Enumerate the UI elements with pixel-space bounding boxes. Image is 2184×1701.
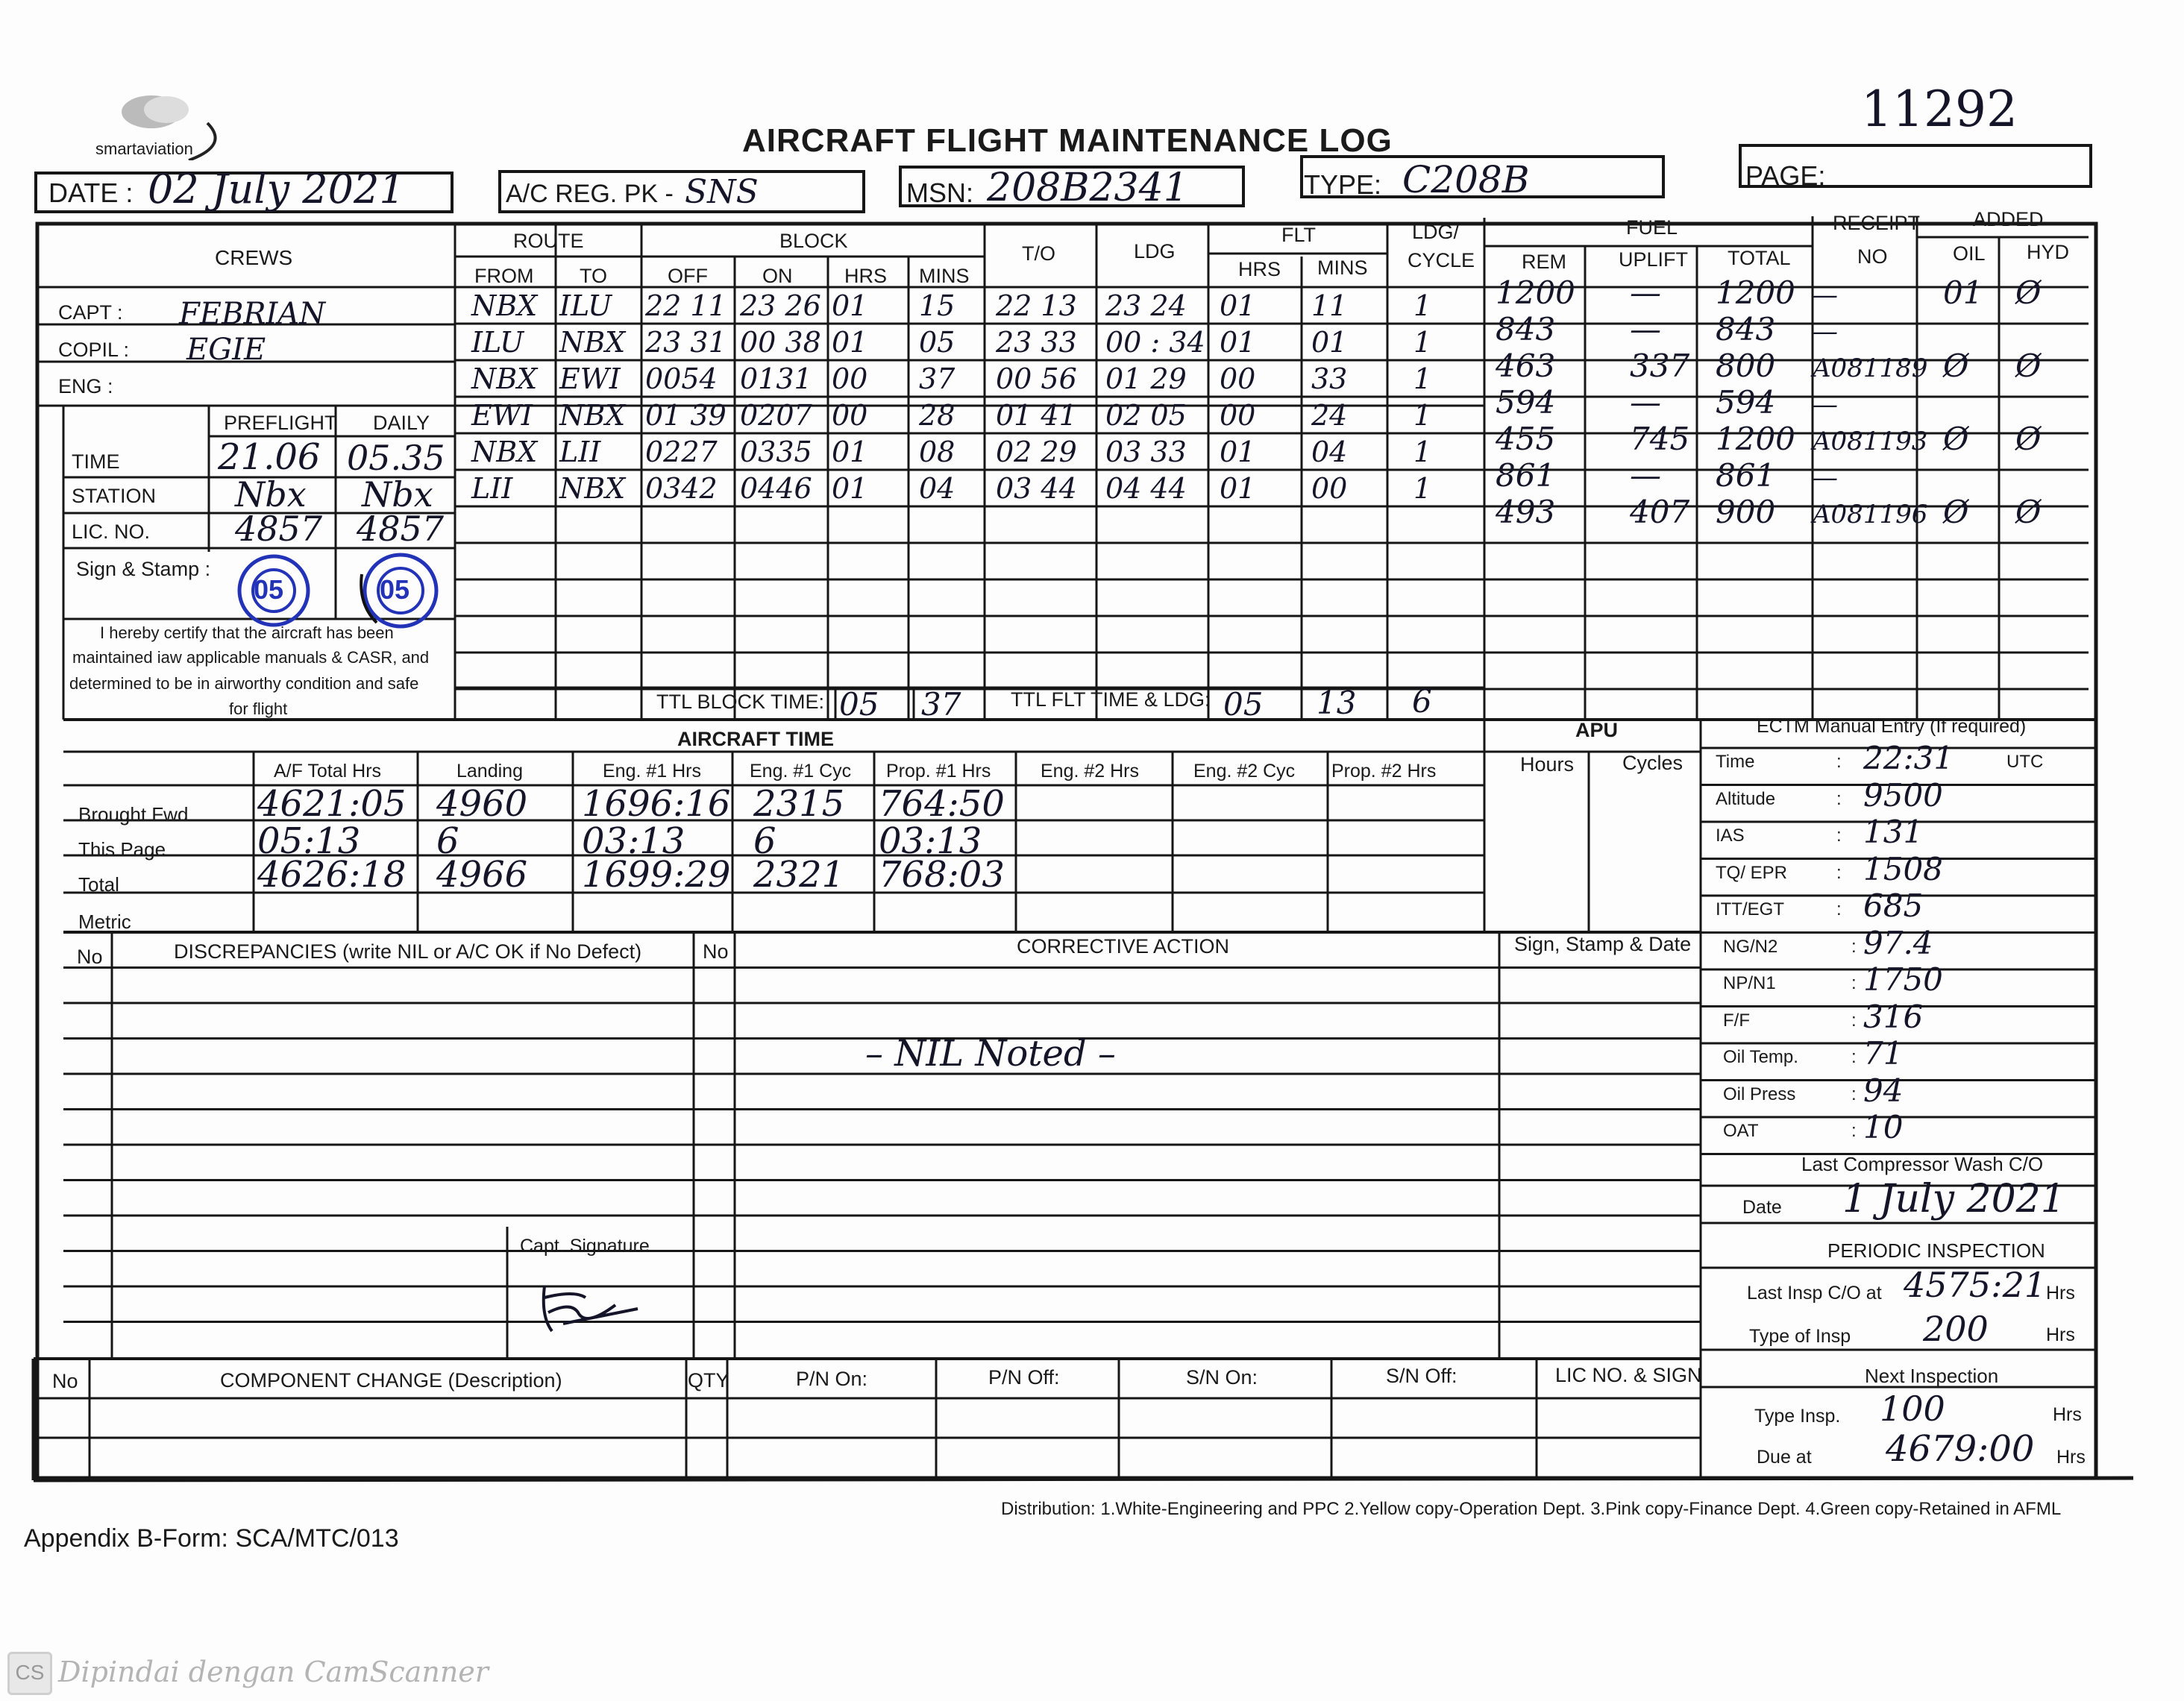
- af-total-hrs: 05:13: [257, 820, 361, 862]
- ttl-block-mins: 37: [921, 686, 961, 723]
- preflight-time: 21.06: [218, 436, 321, 478]
- landing-time: 01 29: [1105, 362, 1187, 395]
- ectm-label: OAT: [1723, 1121, 1759, 1141]
- copil-label: COPIL :: [58, 339, 130, 361]
- certify-line-3: determined to be in airworthy condition and safe: [69, 674, 419, 693]
- stamp-preflight: [233, 552, 315, 630]
- block-off: 23 31: [645, 326, 727, 359]
- ac-row-label: Total: [78, 873, 119, 896]
- flt-mins: 11: [1311, 289, 1348, 322]
- station-label: STATION: [72, 485, 156, 507]
- ttl-flt-mins: 13: [1317, 685, 1357, 721]
- reg-value: SNS: [685, 173, 759, 211]
- block-mins: 37: [919, 362, 956, 395]
- prop1-hrs: 764:50: [879, 783, 1005, 825]
- next-due-label: Due at: [1757, 1447, 1812, 1468]
- fuel-total: 1200: [1716, 274, 1795, 311]
- flt-hrs: 00: [1220, 399, 1256, 432]
- last-insp-hrs: Hrs: [2046, 1283, 2075, 1304]
- lic-sign-header: LIC NO. & SIGN: [1555, 1364, 1702, 1386]
- flt-hrs: 01: [1220, 472, 1256, 505]
- fuel-total: 900: [1716, 494, 1776, 530]
- ectm-label: NG/N2: [1723, 936, 1778, 957]
- route-to: NBX: [559, 399, 626, 432]
- from-header: FROM: [474, 265, 534, 287]
- form-number: Appendix B-Form: SCA/MTC/013: [24, 1524, 399, 1553]
- captain-signature: [522, 1268, 649, 1342]
- copil-name: EGIE: [186, 333, 266, 367]
- capt-name: FEBRIAN: [179, 297, 326, 331]
- oil-header: OIL: [1953, 242, 1986, 265]
- ldg-cycle: 1: [1413, 289, 1432, 322]
- block-mins: 05: [919, 326, 956, 359]
- receipt-no: A081196: [1813, 500, 1928, 529]
- block-hrs: 01: [832, 289, 868, 322]
- fuel-rem: 843: [1496, 311, 1556, 348]
- daily-lic: 4857: [357, 509, 445, 549]
- preflight-header: PREFLIGHT: [224, 412, 337, 434]
- route-to: EWI: [559, 362, 621, 395]
- ectm-colon: :: [1836, 826, 1842, 846]
- aircraft-time-title: AIRCRAFT TIME: [677, 728, 834, 750]
- route-to: NBX: [559, 472, 626, 505]
- ectm-value: 685: [1863, 887, 1924, 924]
- fuel-total: 800: [1716, 348, 1776, 384]
- ac-col-header: Prop. #2 Hrs: [1331, 761, 1437, 782]
- ttl-block-label: TTL BLOCK TIME:: [656, 691, 825, 713]
- landing-count: 4960: [436, 783, 528, 825]
- ectm-colon: :: [1851, 1010, 1857, 1031]
- receipt-header-1: RECEIPT: [1833, 212, 1921, 234]
- ectm-label: ITT/EGT: [1716, 899, 1784, 919]
- compressor-date-value: 1 July 2021: [1842, 1177, 2065, 1221]
- route-from: EWI: [471, 399, 533, 432]
- added-header: ADDED: [1973, 208, 2044, 230]
- eng1-hrs: 03:13: [582, 820, 685, 862]
- date-label: DATE :: [48, 177, 134, 208]
- stamp-number: 05: [254, 574, 284, 605]
- disc-header: DISCREPANCIES (write NIL or A/C OK if No Defect): [174, 940, 642, 963]
- comp-qty-header: QTY: [688, 1369, 729, 1392]
- ac-col-header: Eng. #2 Cyc: [1193, 761, 1296, 782]
- flt-mins: 01: [1311, 326, 1348, 359]
- takeoff-time: 03 44: [996, 472, 1077, 505]
- block-mins: 04: [919, 472, 956, 505]
- ac-col-header: Eng. #2 Hrs: [1041, 761, 1140, 782]
- comp-desc-header: COMPONENT CHANGE (Description): [220, 1369, 562, 1392]
- block-on: 0335: [740, 436, 812, 468]
- ectm-value: 316: [1863, 998, 1924, 1035]
- corrective-header: CORRECTIVE ACTION: [1017, 935, 1230, 958]
- ectm-value: 10: [1863, 1109, 1904, 1145]
- ectm-label: NP/N1: [1723, 973, 1776, 993]
- landing-time: 23 24: [1105, 289, 1187, 322]
- ldg-cycle: 1: [1413, 326, 1432, 359]
- crews-header: CREWS: [215, 246, 293, 269]
- takeoff-time: 22 13: [996, 289, 1077, 322]
- action-no-header: No: [703, 940, 729, 963]
- ectm-value: 22:31: [1863, 740, 1954, 776]
- fuel-total: 861: [1716, 457, 1776, 494]
- oil-added: 01: [1943, 274, 1983, 311]
- compressor-title: Last Compressor Wash C/O: [1801, 1153, 2044, 1175]
- block-off: 0054: [645, 362, 718, 395]
- fuel-rem: 1200: [1496, 274, 1575, 311]
- apu-title: APU: [1575, 719, 1619, 741]
- af-total-hrs: 4621:05: [257, 783, 407, 825]
- flt-hrs: 00: [1220, 362, 1256, 395]
- block-mins: 08: [919, 436, 956, 468]
- fuel-uplift: —: [1630, 311, 1661, 348]
- daily-header: DAILY: [373, 412, 430, 434]
- corrective-entry: – NIL Noted –: [865, 1033, 1116, 1075]
- certify-line-4: for flight: [229, 699, 288, 718]
- sign-stamp-label: Sign & Stamp :: [76, 558, 211, 580]
- landing-time: 03 33: [1105, 436, 1187, 468]
- ttl-block-hrs: 05: [839, 686, 879, 723]
- receipt-no: —: [1813, 317, 1838, 347]
- fuel-rem: 594: [1496, 384, 1556, 421]
- serial-number: 11292: [1861, 81, 2018, 138]
- block-on: 00 38: [740, 326, 821, 359]
- next-due-value: 4679:00: [1886, 1428, 2035, 1470]
- ac-col-header: Landing: [456, 761, 523, 782]
- route-to: ILU: [559, 289, 612, 322]
- fuel-rem: 463: [1496, 348, 1556, 384]
- block-hrs: 00: [832, 399, 868, 432]
- block-hrs: 01: [832, 472, 868, 505]
- ectm-colon: :: [1851, 1047, 1857, 1067]
- ac-col-header: Eng. #1 Hrs: [603, 761, 702, 782]
- logo-text: smartaviation: [95, 139, 193, 158]
- flt-mins: 33: [1311, 362, 1348, 395]
- fuel-uplift: 337: [1630, 348, 1690, 384]
- compressor-date-label: Date: [1742, 1197, 1782, 1218]
- pn-off-header: P/N Off:: [988, 1366, 1060, 1389]
- eng1-hrs: 1696:16: [582, 783, 731, 825]
- ectm-colon: :: [1836, 788, 1842, 809]
- ectm-value: 94: [1863, 1072, 1904, 1109]
- ectm-value: 1508: [1863, 850, 1943, 887]
- type-insp-value: 200: [1923, 1309, 1989, 1349]
- ttl-flt-label: TTL FLT TIME & LDG:: [1011, 688, 1211, 711]
- mins-header: MINS: [919, 265, 970, 287]
- receipt-no: —: [1813, 390, 1838, 420]
- next-type-hrs: Hrs: [2053, 1404, 2082, 1425]
- ac-row-label: Metric: [78, 911, 131, 933]
- route-header: ROUTE: [513, 230, 584, 252]
- flt-mins: 00: [1311, 472, 1348, 505]
- fuel-uplift: —: [1630, 457, 1661, 494]
- next-type-value: 100: [1880, 1389, 1945, 1429]
- next-insp-title: Next Inspection: [1865, 1365, 1999, 1387]
- type-value: C208B: [1402, 158, 1530, 201]
- ldg-cycle: 1: [1413, 362, 1432, 395]
- eng1-cyc: 2315: [753, 783, 845, 825]
- next-type-label: Type Insp.: [1754, 1406, 1841, 1427]
- landing-count: 6: [436, 820, 459, 862]
- block-off: 01 39: [645, 399, 727, 432]
- daily-station: Nbx: [362, 474, 433, 515]
- type-insp-label: Type of Insp: [1749, 1326, 1851, 1347]
- form-title: AIRCRAFT FLIGHT MAINTENANCE LOG: [742, 122, 1393, 159]
- flt-hrs: 01: [1220, 326, 1256, 359]
- fuel-total: 594: [1716, 384, 1776, 421]
- certify-line-2: maintained iaw applicable manuals & CASR, and: [72, 648, 430, 667]
- ectm-label: Altitude: [1716, 788, 1776, 809]
- reg-label: A/C REG. PK -: [506, 180, 674, 208]
- fuel-header: FUEL: [1626, 216, 1678, 239]
- disc-no-header: No: [77, 946, 103, 968]
- time-label: TIME: [72, 450, 120, 473]
- landing-time: 00 : 34: [1105, 326, 1205, 359]
- off-header: OFF: [668, 265, 708, 287]
- stamp-number: 05: [380, 574, 410, 605]
- capt-label: CAPT :: [58, 301, 123, 324]
- sign-stamp-date-header: Sign, Stamp & Date: [1514, 933, 1692, 955]
- ectm-label: Oil Temp.: [1723, 1047, 1798, 1067]
- flt-mins: 24: [1311, 399, 1348, 432]
- block-hrs: 00: [832, 362, 868, 395]
- block-hrs: 01: [832, 436, 868, 468]
- fuel-total: 1200: [1716, 421, 1795, 457]
- ectm-colon: :: [1851, 1084, 1857, 1104]
- type-insp-hrs: Hrs: [2046, 1324, 2075, 1345]
- block-off: 22 11: [645, 289, 727, 322]
- apu-cycles: Cycles: [1622, 752, 1684, 774]
- ectm-title: ECTM Manual Entry (If required): [1757, 716, 2027, 737]
- receipt-no: A081193: [1813, 427, 1928, 456]
- msn-value: 208B2341: [987, 166, 1188, 210]
- distribution-note: Distribution: 1.White-Engineering and PPC 2.Yellow copy-Operation Dept. 3.Pink copy-Finance Dept. 4.Green copy-Retained in AFML: [1001, 1499, 2062, 1519]
- ldg-cycle: 1: [1413, 399, 1432, 432]
- fuel-rem: 861: [1496, 457, 1556, 494]
- uplift-header: UPLIFT: [1619, 248, 1689, 271]
- ectm-label: TQ/ EPR: [1716, 862, 1788, 883]
- flt-header: FLT: [1281, 224, 1316, 246]
- ectm-colon: :: [1836, 862, 1842, 883]
- camscanner-logo: CS: [7, 1652, 52, 1695]
- route-from: NBX: [471, 289, 538, 322]
- fuel-uplift: 745: [1630, 421, 1690, 457]
- oil-added: Ø: [1943, 348, 1969, 384]
- fuel-rem: 493: [1496, 494, 1556, 530]
- block-on: 0131: [740, 362, 812, 395]
- hyd-added: Ø: [2015, 494, 2042, 530]
- ttl-flt-hrs: 05: [1223, 686, 1264, 723]
- preflight-lic: 4857: [235, 509, 323, 549]
- type-label: TYPE:: [1304, 169, 1382, 200]
- receipt-header-2: NO: [1857, 245, 1888, 268]
- route-to: NBX: [559, 326, 626, 359]
- ac-col-header: Eng. #1 Cyc: [750, 761, 852, 782]
- rem-header: REM: [1522, 251, 1566, 273]
- ldg-cycle-header-1: LDG/: [1412, 221, 1460, 243]
- ectm-value: 97.4: [1863, 924, 1933, 961]
- block-mins: 28: [919, 399, 956, 432]
- flt-mins-header: MINS: [1317, 257, 1368, 279]
- route-from: NBX: [471, 362, 538, 395]
- hyd-added: Ø: [2015, 421, 2042, 457]
- ectm-value: 71: [1863, 1035, 1904, 1072]
- ectm-value: 131: [1863, 814, 1924, 850]
- ldg-cycle: 1: [1413, 472, 1432, 505]
- sn-off-header: S/N Off:: [1386, 1365, 1457, 1387]
- fuel-uplift: —: [1630, 384, 1661, 421]
- flt-hrs-header: HRS: [1238, 258, 1281, 280]
- landing-count: 4966: [436, 854, 528, 896]
- route-from: LII: [471, 472, 513, 505]
- last-insp-label: Last Insp C/O at: [1747, 1283, 1882, 1304]
- oil-added: Ø: [1943, 421, 1969, 457]
- preflight-station: Nbx: [235, 474, 307, 515]
- last-insp-value: 4575:21: [1904, 1265, 2047, 1305]
- landing-time: 04 44: [1105, 472, 1187, 505]
- msn-label: MSN:: [906, 177, 973, 208]
- fuel-total: 843: [1716, 311, 1776, 348]
- fuel-rem: 455: [1496, 421, 1556, 457]
- on-header: ON: [762, 265, 793, 287]
- takeoff-time: 23 33: [996, 326, 1077, 359]
- ectm-colon: :: [1851, 973, 1857, 993]
- next-due-hrs: Hrs: [2056, 1447, 2086, 1468]
- daily-time: 05.35: [347, 438, 445, 478]
- pn-on-header: P/N On:: [796, 1368, 868, 1390]
- ac-col-header: Prop. #1 Hrs: [886, 761, 991, 782]
- comp-no-header: No: [52, 1370, 78, 1392]
- hyd-added: Ø: [2015, 274, 2042, 311]
- eng1-cyc: 2321: [753, 854, 845, 896]
- ectm-colon: :: [1836, 899, 1842, 919]
- camscanner-watermark: Dipindai dengan CamScanner: [58, 1656, 489, 1688]
- receipt-no: —: [1813, 463, 1838, 493]
- block-off: 0342: [645, 472, 718, 505]
- ldg-cycle-header-2: CYCLE: [1408, 249, 1475, 271]
- ectm-label: IAS: [1716, 826, 1745, 846]
- ectm-label: Oil Press: [1723, 1084, 1796, 1104]
- eng1-cyc: 6: [753, 820, 776, 862]
- block-hrs: 01: [832, 326, 868, 359]
- smartaviation-logo: [95, 78, 252, 160]
- takeoff-time: 01 41: [996, 399, 1077, 432]
- ttl-ldg: 6: [1412, 683, 1432, 720]
- ectm-colon: :: [1851, 936, 1857, 957]
- ldg-header: LDG: [1134, 240, 1176, 262]
- route-from: ILU: [471, 326, 524, 359]
- apu-hours: Hours: [1520, 753, 1575, 776]
- ectm-value: 9500: [1863, 776, 1943, 814]
- oil-added: Ø: [1943, 494, 1969, 530]
- capt-signature-label: Capt. Signature: [520, 1236, 650, 1257]
- block-on: 0207: [740, 399, 812, 432]
- ac-row-label: This Page: [78, 838, 166, 861]
- block-mins: 15: [919, 289, 956, 322]
- date-value: 02 July 2021: [148, 166, 405, 213]
- fuel-uplift: 407: [1630, 494, 1690, 530]
- block-off: 0227: [645, 436, 718, 468]
- sn-on-header: S/N On:: [1186, 1366, 1258, 1389]
- route-from: NBX: [471, 436, 538, 468]
- af-total-hrs: 4626:18: [257, 854, 407, 896]
- ectm-label: Time: [1716, 752, 1755, 772]
- receipt-no: —: [1813, 280, 1838, 310]
- ldg-cycle: 1: [1413, 436, 1432, 468]
- landing-time: 02 05: [1105, 399, 1187, 432]
- route-to: LII: [559, 436, 601, 468]
- periodic-title: PERIODIC INSPECTION: [1827, 1239, 2045, 1262]
- hyd-header: HYD: [2027, 241, 2070, 263]
- flt-mins: 04: [1311, 436, 1348, 468]
- hrs-header: HRS: [844, 265, 888, 287]
- page-label: PAGE:: [1745, 160, 1826, 191]
- stamp-daily: [354, 552, 444, 630]
- takeoff-time: 00 56: [996, 362, 1077, 395]
- eng-label: ENG :: [58, 375, 113, 397]
- to-time-header: T/O: [1022, 242, 1055, 265]
- block-header: BLOCK: [779, 230, 848, 252]
- receipt-no: A081189: [1813, 353, 1928, 383]
- block-on: 0446: [740, 472, 812, 505]
- to-header: TO: [580, 265, 608, 287]
- prop1-hrs: 03:13: [879, 820, 982, 862]
- ectm-colon: :: [1836, 752, 1842, 772]
- total-header: TOTAL: [1728, 247, 1791, 269]
- fuel-uplift: —: [1630, 274, 1661, 311]
- ectm-utc: UTC: [2006, 752, 2044, 772]
- flt-hrs: 01: [1220, 289, 1256, 322]
- eng1-hrs: 1699:29: [582, 854, 731, 896]
- ac-col-header: A/F Total Hrs: [274, 761, 382, 782]
- ac-row-label: Brought Fwd: [78, 803, 189, 826]
- prop1-hrs: 768:03: [879, 854, 1005, 896]
- hyd-added: Ø: [2015, 348, 2042, 384]
- ectm-colon: :: [1851, 1121, 1857, 1141]
- block-on: 23 26: [740, 289, 821, 322]
- takeoff-time: 02 29: [996, 436, 1077, 468]
- lic-label: LIC. NO.: [72, 521, 151, 543]
- flt-hrs: 01: [1220, 436, 1256, 468]
- ectm-value: 1750: [1863, 961, 1943, 998]
- certify-line-1: I hereby certify that the aircraft has been: [100, 623, 394, 642]
- ectm-label: F/F: [1723, 1010, 1750, 1031]
